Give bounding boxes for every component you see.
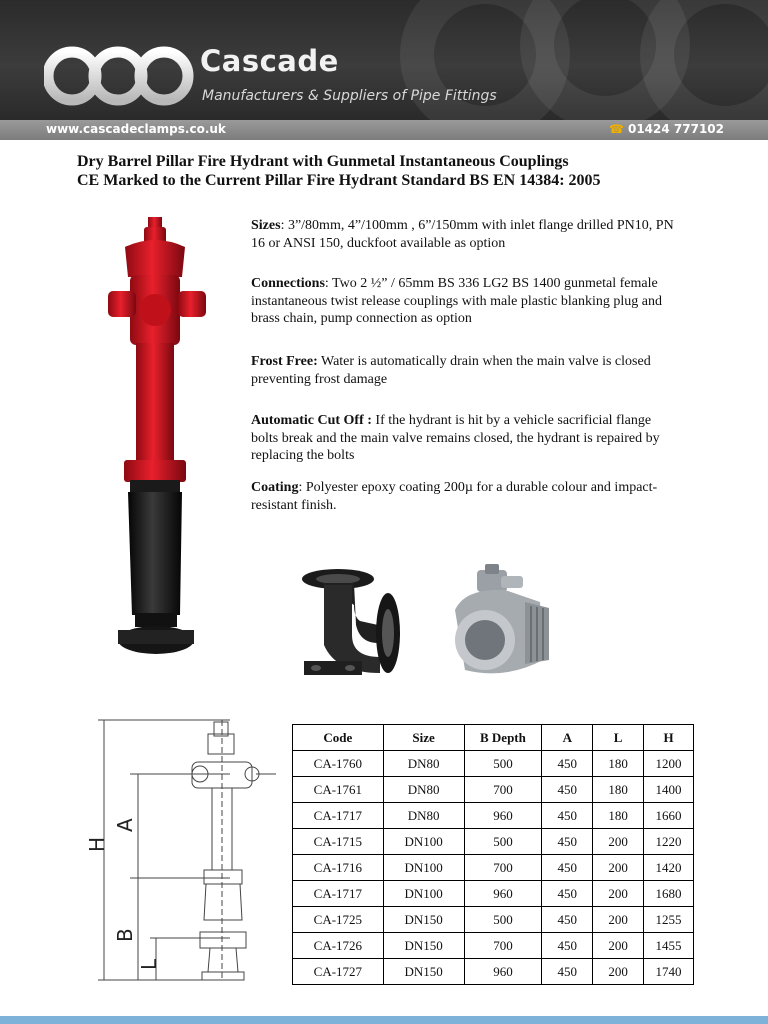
- feature-text: Water is automatically drain when the main valve is closed preventing frost damage: [251, 354, 651, 387]
- hydrant-photo: [100, 215, 215, 665]
- feature-label: Connections: [251, 276, 325, 291]
- cell-l: 200: [593, 881, 644, 907]
- cell-h: 1400: [644, 777, 694, 803]
- brand-name: Cascade: [200, 44, 339, 78]
- feature-separator: :: [298, 480, 306, 495]
- footer-accent-bar: [0, 1016, 768, 1024]
- table-row: [293, 907, 694, 933]
- cell-code: CA-1717: [293, 803, 384, 829]
- feature-text: Two 2 ½” / 65mm BS 336 LG2 BS 1400 gunmetal female instantaneous twist release couplings with male plastic blanking plug and brass chain, pump connection as option: [251, 276, 662, 326]
- cell-b-depth: 960: [464, 881, 542, 907]
- cell-size: DN100: [383, 881, 464, 907]
- dimension-label-l: L: [137, 958, 161, 970]
- feature-coating: [251, 479, 681, 514]
- cell-size: DN100: [383, 855, 464, 881]
- cell-b-depth: 500: [464, 907, 542, 933]
- cell-a: 450: [542, 933, 593, 959]
- cell-size: DN150: [383, 959, 464, 985]
- website-link[interactable]: www.cascadeclamps.co.uk: [46, 122, 226, 136]
- title-line-1: Dry Barrel Pillar Fire Hydrant with Gunmetal Instantaneous Couplings: [77, 153, 569, 170]
- cell-l: 180: [593, 777, 644, 803]
- cell-b-depth: 700: [464, 777, 542, 803]
- duckfoot-bend-photo: [300, 565, 405, 685]
- cell-l: 200: [593, 907, 644, 933]
- cell-a: 450: [542, 751, 593, 777]
- table-row: [293, 829, 694, 855]
- table-row: [293, 803, 694, 829]
- feature-label: Sizes: [251, 218, 281, 233]
- feature-automatic-cut-off: [251, 412, 681, 465]
- feature-sizes: [251, 217, 681, 252]
- feature-text: Polyester epoxy coating 200µ for a durable colour and impact-resistant finish.: [251, 480, 658, 513]
- table-row: [293, 855, 694, 881]
- cell-l: 200: [593, 855, 644, 881]
- page-title: [77, 152, 727, 190]
- cell-code: CA-1715: [293, 829, 384, 855]
- cell-code: CA-1761: [293, 777, 384, 803]
- cell-a: 450: [542, 829, 593, 855]
- cell-code: CA-1716: [293, 855, 384, 881]
- dimension-diagram: [80, 710, 280, 990]
- cell-a: 450: [542, 881, 593, 907]
- cell-code: CA-1725: [293, 907, 384, 933]
- cell-code: CA-1717: [293, 881, 384, 907]
- feature-text: If the hydrant is hit by a vehicle sacrificial flange bolts break and the main valve remains closed, the hydrant is repaired by replacing the bolts: [251, 413, 660, 463]
- column-header-code: Code: [293, 725, 384, 751]
- column-header-b-depth: B Depth: [464, 725, 542, 751]
- cell-h: 1680: [644, 881, 694, 907]
- dimension-label-b: B: [113, 928, 137, 942]
- column-header-a: A: [542, 725, 593, 751]
- table-row: [293, 751, 694, 777]
- dimension-label-h: H: [85, 836, 109, 852]
- cell-b-depth: 500: [464, 829, 542, 855]
- cell-a: 450: [542, 803, 593, 829]
- feature-separator: :: [324, 276, 333, 291]
- cascade-logo: [44, 44, 194, 108]
- dimension-label-a: A: [113, 818, 137, 832]
- column-header-size: Size: [383, 725, 464, 751]
- feature-label: Automatic Cut Off :: [251, 413, 372, 428]
- feature-connections: [251, 275, 681, 328]
- cell-h: 1420: [644, 855, 694, 881]
- table-header-row: [293, 725, 694, 751]
- cell-a: 450: [542, 907, 593, 933]
- cell-size: DN100: [383, 829, 464, 855]
- cell-size: DN80: [383, 803, 464, 829]
- cell-l: 180: [593, 751, 644, 777]
- cell-b-depth: 700: [464, 933, 542, 959]
- cell-a: 450: [542, 959, 593, 985]
- feature-label: Frost Free:: [251, 354, 318, 369]
- table-row: [293, 881, 694, 907]
- cell-l: 180: [593, 803, 644, 829]
- cell-size: DN80: [383, 751, 464, 777]
- cell-size: DN80: [383, 777, 464, 803]
- specification-table: [292, 724, 694, 985]
- cell-code: CA-1726: [293, 933, 384, 959]
- cell-l: 200: [593, 959, 644, 985]
- cell-b-depth: 500: [464, 751, 542, 777]
- cell-h: 1455: [644, 933, 694, 959]
- column-header-h: H: [644, 725, 694, 751]
- cell-h: 1200: [644, 751, 694, 777]
- feature-text: 3”/80mm, 4”/100mm , 6”/150mm with inlet flange drilled PN10, PN 16 or ANSI 150, duckfoot available as option: [251, 218, 674, 251]
- title-line-2: CE Marked to the Current Pillar Fire Hydrant Standard BS EN 14384: 2005: [77, 172, 601, 189]
- column-header-l: L: [593, 725, 644, 751]
- contact-bar: [0, 120, 768, 140]
- table-row: [293, 777, 694, 803]
- cell-h: 1255: [644, 907, 694, 933]
- cell-h: 1660: [644, 803, 694, 829]
- cell-b-depth: 960: [464, 959, 542, 985]
- cell-code: CA-1727: [293, 959, 384, 985]
- cell-a: 450: [542, 855, 593, 881]
- cell-l: 200: [593, 829, 644, 855]
- phone-text: 01424 777102: [627, 122, 724, 136]
- cell-a: 450: [542, 777, 593, 803]
- cell-b-depth: 960: [464, 803, 542, 829]
- telephone-icon: ☎: [609, 122, 624, 136]
- cell-l: 200: [593, 933, 644, 959]
- cell-size: DN150: [383, 907, 464, 933]
- cell-h: 1220: [644, 829, 694, 855]
- page-header: [0, 0, 768, 120]
- instantaneous-coupling-photo: [445, 560, 555, 690]
- phone-number: [609, 122, 724, 136]
- feature-frost-free: [251, 353, 681, 388]
- feature-label: Coating: [251, 480, 299, 495]
- cell-code: CA-1760: [293, 751, 384, 777]
- table-row: [293, 959, 694, 985]
- cell-h: 1740: [644, 959, 694, 985]
- feature-separator: :: [280, 218, 288, 233]
- background-ring: [640, 0, 768, 120]
- table-row: [293, 933, 694, 959]
- brand-tagline: Manufacturers & Suppliers of Pipe Fittings: [202, 88, 497, 104]
- cell-b-depth: 700: [464, 855, 542, 881]
- cell-size: DN150: [383, 933, 464, 959]
